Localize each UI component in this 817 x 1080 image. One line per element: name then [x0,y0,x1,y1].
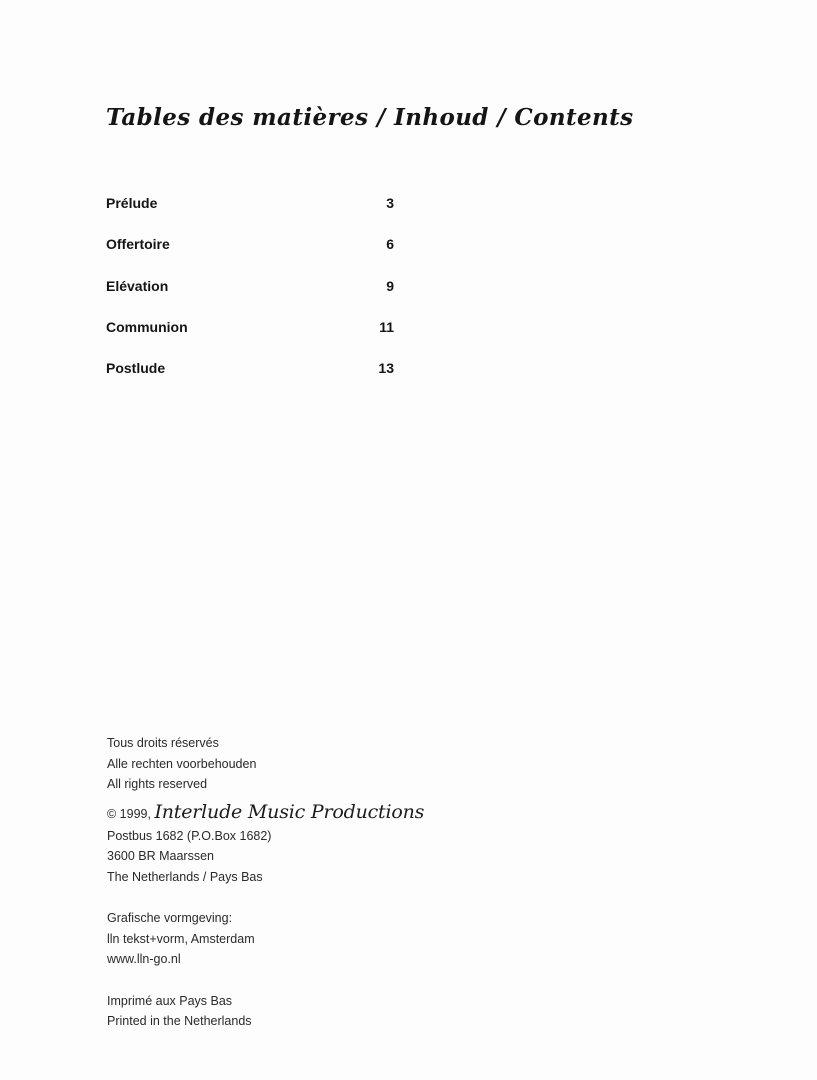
toc-entry-title: Communion [106,318,188,335]
rights-line-en: All rights reserved [107,777,208,792]
table-of-contents [106,195,394,401]
toc-entry-page: 6 [386,236,394,253]
address-line: The Netherlands / Pays Bas [107,869,263,884]
address-line: Postbus 1682 (P.O.Box 1682) [107,828,272,843]
page-title: Tables des matières / Inhoud / Contents [106,104,634,131]
copyright-line [107,799,424,826]
rights-line-nl: Alle rechten voorbehouden [107,756,257,771]
toc-entry [106,278,394,319]
address-line: 3600 BR Maarssen [107,849,215,864]
design-credit-line: Grafische vormgeving: [107,911,233,926]
toc-entry [106,360,394,401]
toc-entry [106,319,394,360]
toc-entry-page: 9 [386,277,394,294]
toc-entry-title: Postlude [106,360,166,376]
toc-entry-title: Elévation [106,277,169,294]
toc-entry-page: 13 [378,360,394,376]
toc-entry-title: Offertoire [106,236,170,253]
rights-line-fr: Tous droits réservés [107,736,219,750]
toc-entry-title: Prélude [106,195,158,211]
toc-entry [106,236,394,277]
toc-entry [106,195,394,236]
website-text: www.lln-go.nl [107,952,181,967]
spacer [107,970,424,991]
publisher-logo: Interlude Music Productions [154,800,425,823]
printed-line-en: Printed in the Netherlands [107,1014,252,1029]
toc-entry-page: 3 [386,195,394,211]
design-credit-line: lln tekst+vorm, Amsterdam [107,931,255,946]
toc-entry-page: 11 [379,318,394,335]
copyright-text: © 1999, [107,806,151,821]
printed-line-fr: Imprimé aux Pays Bas [107,993,233,1008]
spacer [107,888,424,909]
colophon [107,733,424,1032]
